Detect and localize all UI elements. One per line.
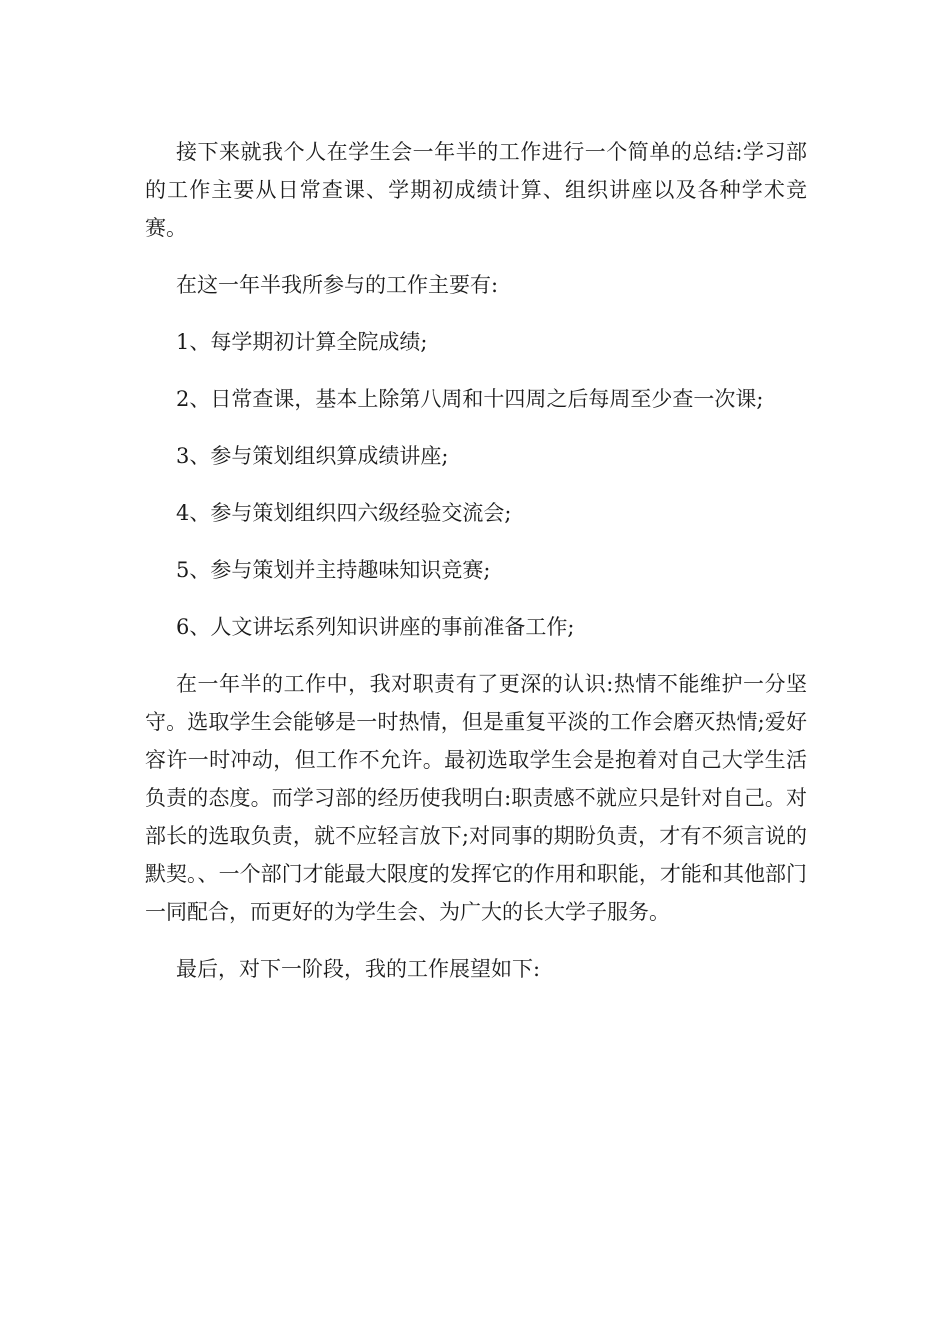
list-item: 1、每学期初计算全院成绩; [176,330,428,354]
list-item: 6、人文讲坛系列知识讲座的事前准备工作; [176,615,575,639]
work-intro-paragraph: 在这一年半我所参与的工作主要有: [176,273,499,297]
list-item: 5、参与策划并主持趣味知识竞赛; [176,558,491,582]
reflection-paragraph: 在一年半的工作中，我对职责有了更深的认识:热情不能维护一分坚守。选取学生会能够是一时热情，但是重复平淡的工作会磨灭热情;爱好容许一时冲动，但工作不允许。最初选取学生会是抱着对自己大学生活负责的态度。而学习部的经历使我明白:职责感不就应只是针对自己。对部长的选取负责，就不应轻言放下;对同事的期盼负责，才有不须言说的默契。、一个部门才能最大限度的发挥它的作用和职能，才能和其他部门一同配合，而更好的为学生会、为广大的长大学子服务。 [145,672,807,924]
outlook-paragraph: 最后，对下一阶段，我的工作展望如下: [176,957,541,981]
list-item: 2、日常查课，基本上除第八周和十四周之后每周至少查一次课; [176,387,764,411]
intro-paragraph: 接下来就我个人在学生会一年半的工作进行一个简单的总结:学习部的工作主要从日常查课、学期初成绩计算、组织讲座以及各种学术竞赛。 [145,140,807,240]
document-page [145,133,807,1007]
work-list [145,323,807,646]
list-item: 3、参与策划组织算成绩讲座; [176,444,449,468]
list-item: 4、参与策划组织四六级经验交流会; [176,501,512,525]
